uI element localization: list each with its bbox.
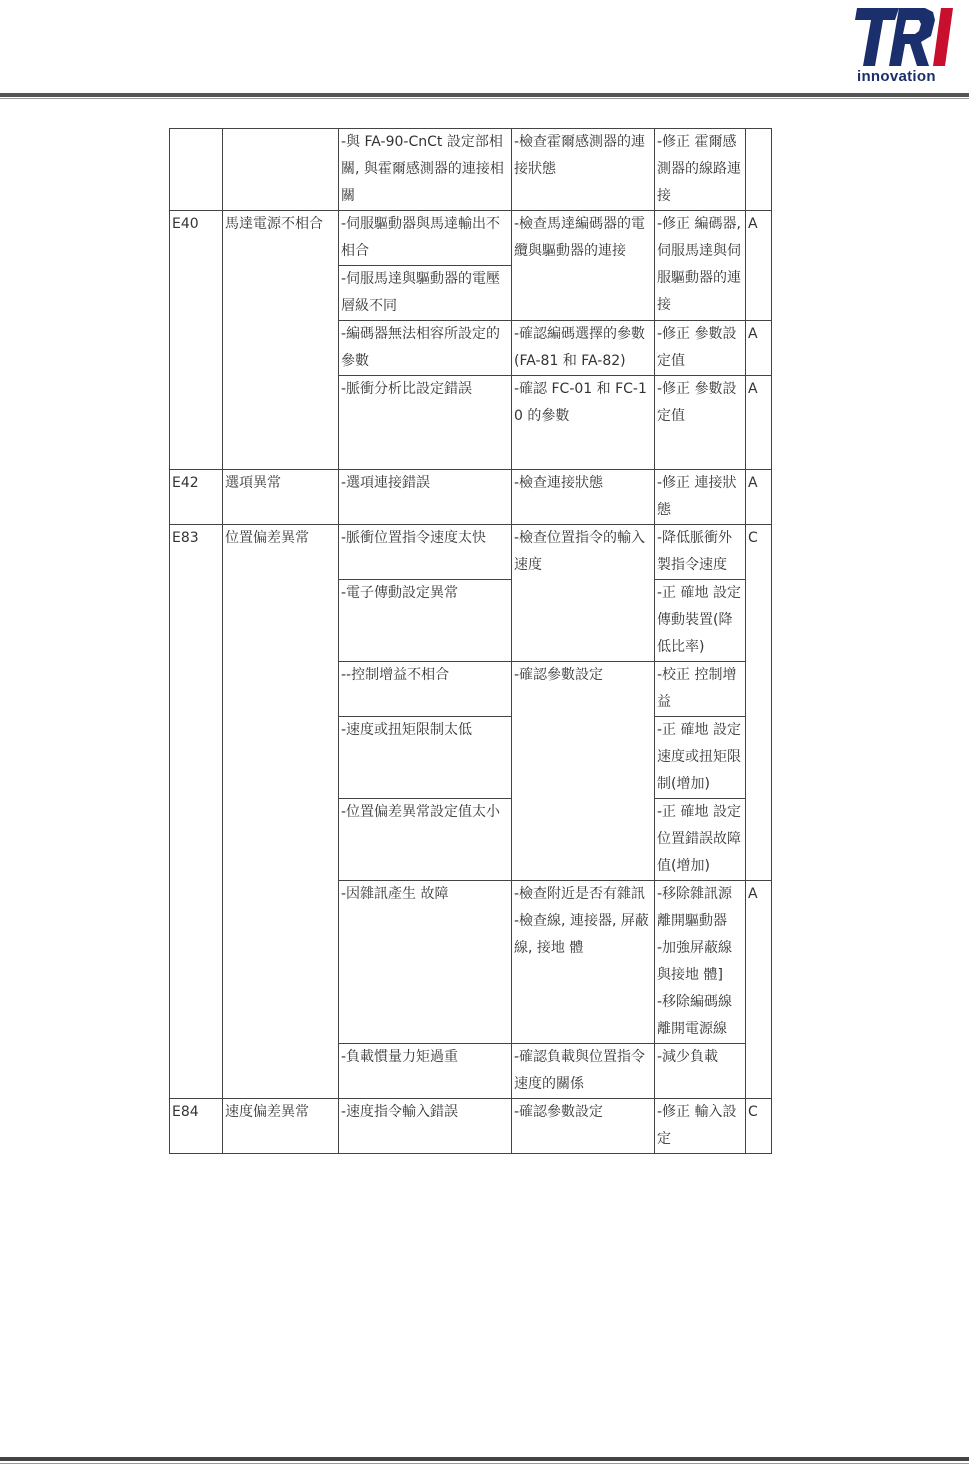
code-cell: E40 [170, 211, 223, 470]
cause-cell: -伺服馬達與驅動器的電壓層級不同 [339, 266, 512, 321]
fix-cell: -移除雜訊源離開驅動器 -加強屏蔽線與接地 體] -移除編碼線離開電源線 [655, 881, 746, 1044]
name-cell [223, 129, 339, 211]
check-cell: -確認參數設定 [512, 662, 655, 881]
table-row [170, 1099, 772, 1154]
cause-cell: -編碼器無法相容所設定的參數 [339, 321, 512, 376]
check-cell: -檢查馬達編碼器的電纜與驅動器的連接 [512, 211, 655, 321]
fix-cell: -正 確地 設定位置錯誤故障值(增加) [655, 799, 746, 881]
check-cell: -檢查位置指令的輸入速度 [512, 525, 655, 662]
header-divider [0, 93, 969, 97]
footer-divider [0, 1457, 969, 1461]
error-code-table [169, 128, 772, 1154]
fix-cell: -修正 輸入設定 [655, 1099, 746, 1154]
level-cell: C [746, 525, 772, 881]
logo-subtitle: innovation [857, 68, 936, 85]
fix-cell: -減少負載 [655, 1044, 746, 1099]
footer-divider-thin [0, 1463, 969, 1464]
code-cell: E84 [170, 1099, 223, 1154]
cause-cell: -伺服驅動器與馬達輸出不相合 [339, 211, 512, 266]
level-cell: C [746, 1099, 772, 1154]
code-cell: E42 [170, 470, 223, 525]
cause-cell: -選項連接錯誤 [339, 470, 512, 525]
table-row [170, 211, 772, 266]
level-cell: A [746, 321, 772, 376]
check-cell: -檢查霍爾感測器的連接狀態 [512, 129, 655, 211]
fix-cell: -修正 參數設定值 [655, 376, 746, 470]
code-cell [170, 129, 223, 211]
check-cell: -檢查附近是否有雜訊 -檢查線, 連接器, 屏蔽線, 接地 體 [512, 881, 655, 1044]
table-row [170, 470, 772, 525]
cause-cell: -與 FA-90-CnCt 設定部相關, 與霍爾感測器的連接相關 [339, 129, 512, 211]
check-cell: -檢查連接狀態 [512, 470, 655, 525]
fix-cell: -校正 控制增益 [655, 662, 746, 717]
check-cell: -確認參數設定 [512, 1099, 655, 1154]
name-cell: 馬達電源不相合 [223, 211, 339, 470]
name-cell: 速度偏差異常 [223, 1099, 339, 1154]
check-cell: -確認 FC-01 和 FC-10 的參數 [512, 376, 655, 470]
cause-cell: -電子傳動設定異常 [339, 580, 512, 662]
level-cell: A [746, 376, 772, 470]
table-row [170, 525, 772, 580]
fix-cell: -修正 參數設定值 [655, 321, 746, 376]
check-cell: -確認負載與位置指令速度的關係 [512, 1044, 655, 1099]
check-cell: -確認編碼選擇的參數(FA-81 和 FA-82) [512, 321, 655, 376]
header-divider-thin [0, 98, 969, 99]
cause-cell: -脈衝位置指令速度太快 [339, 525, 512, 580]
fix-cell: -正 確地 設定速度或扭矩限制(增加) [655, 717, 746, 799]
name-cell: 選項異常 [223, 470, 339, 525]
level-cell: A [746, 211, 772, 321]
fix-cell: -修正 霍爾感測器的線路連接 [655, 129, 746, 211]
fix-cell: -降低脈衝外製指令速度 [655, 525, 746, 580]
table-row [170, 129, 772, 211]
fix-cell: -正 確地 設定傳動裝置(降低比率) [655, 580, 746, 662]
level-cell: A [746, 881, 772, 1099]
name-cell: 位置偏差異常 [223, 525, 339, 1099]
cause-cell: -脈衝分析比設定錯誤 [339, 376, 512, 470]
level-cell: A [746, 470, 772, 525]
cause-cell: -速度或扭矩限制太低 [339, 717, 512, 799]
fix-cell: -修正 連接狀態 [655, 470, 746, 525]
cause-cell: -因雜訊產生 故障 [339, 881, 512, 1044]
cause-cell: --控制增益不相合 [339, 662, 512, 717]
cause-cell: -速度指令輸入錯誤 [339, 1099, 512, 1154]
fix-cell: -修正 編碼器, 伺服馬達與伺服驅動器的連接 [655, 211, 746, 321]
level-cell [746, 129, 772, 211]
cause-cell: -負載慣量力矩過重 [339, 1044, 512, 1099]
code-cell: E83 [170, 525, 223, 1099]
cause-cell: -位置偏差異常設定值太小 [339, 799, 512, 881]
